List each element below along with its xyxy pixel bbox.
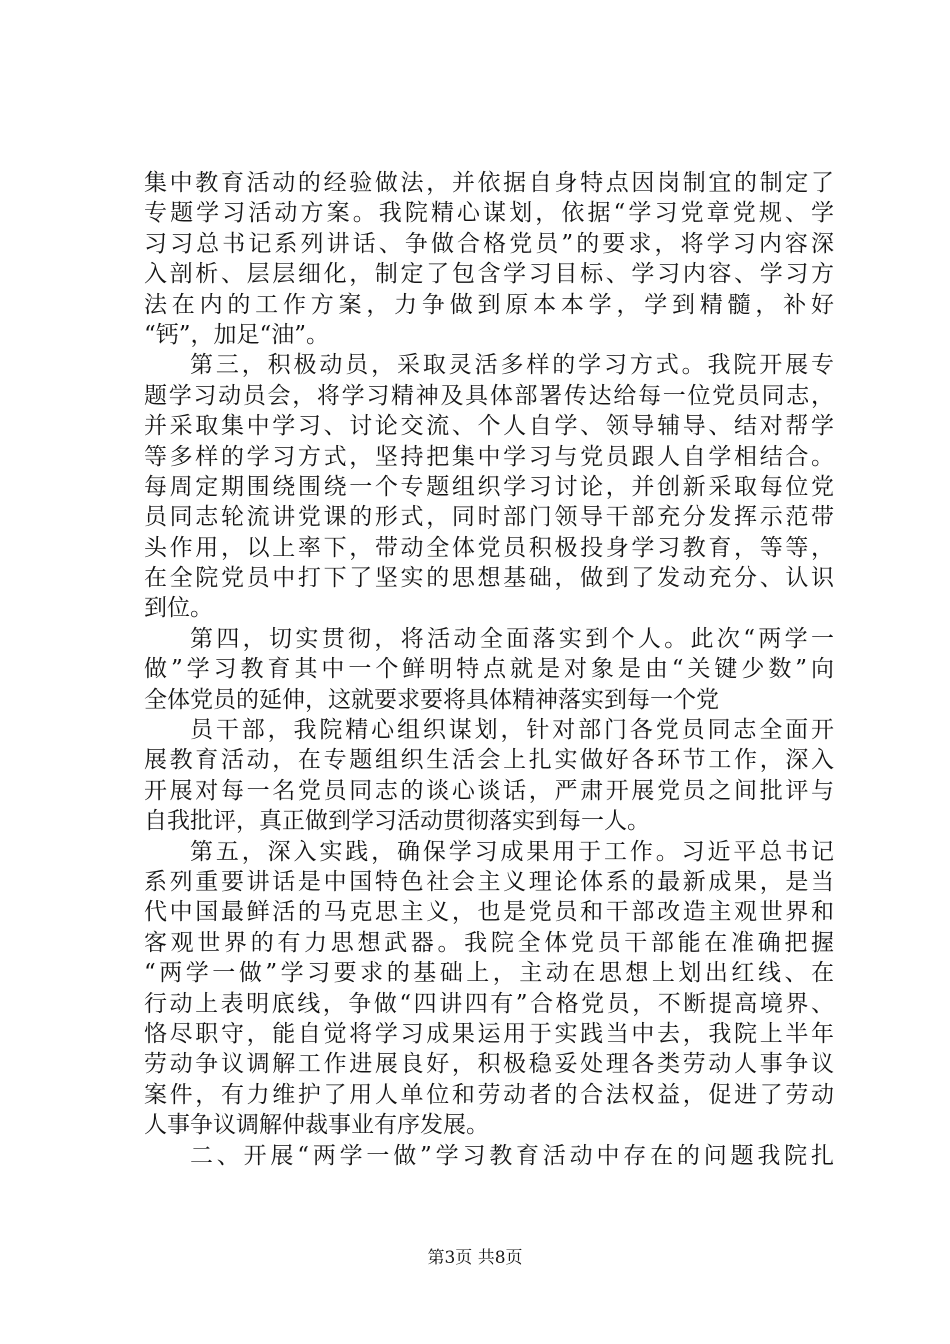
- text-line-18: 全体党员的延伸，这就要求要将具体精神落实到每一个党: [144, 686, 719, 713]
- text-line-29: 恪尽职守，能自觉将学习成果运用于实践当中去，我院上半年: [144, 1020, 834, 1047]
- text-line-13: 头作用，以上率下，带动全体党员积极投身学习教育，等等，: [144, 534, 834, 561]
- text-line-21: 开展对每一名党员同志的谈心谈话，严肃开展党员之间批评与: [144, 777, 834, 804]
- text-line-24: 系列重要讲话是中国特色社会主义理论体系的最新成果，是当: [144, 868, 834, 895]
- text-line-22: 自我批评，真正做到学习活动贯彻落实到每一人。: [144, 808, 650, 835]
- text-line-5: 法在内的工作方案，力争做到原本本学，学到精髓，补好: [144, 291, 834, 318]
- text-line-3: 习习总书记系列讲话、争做合格党员”的要求，将学习内容深: [144, 230, 834, 257]
- text-line-16: 第四，切实贯彻，将活动全面落实到个人。此次“两学一: [190, 625, 834, 652]
- text-line-33: 二、开展“两学一做”学习教育活动中存在的问题我院扎: [190, 1142, 834, 1169]
- text-line-12: 员同志轮流讲党课的形式，同时部门领导干部充分发挥示范带: [144, 504, 834, 531]
- page-number-footer: 第3页 共8页: [427, 1248, 523, 1268]
- text-line-32: 人事争议调解仲裁事业有序发展。: [144, 1112, 489, 1139]
- text-line-28: 行动上表明底线，争做“四讲四有”合格党员，不断提高境界、: [144, 990, 834, 1017]
- text-line-9: 并采取集中学习、讨论交流、个人自学、领导辅导、结对帮学: [144, 413, 834, 440]
- text-line-20: 展教育活动，在专题组织生活会上扎实做好各环节工作，深入: [144, 747, 834, 774]
- text-line-26: 客观世界的有力思想武器。我院全体党员干部能在准确把握: [144, 929, 834, 956]
- text-line-2: 专题学习活动方案。我院精心谋划，依据“学习党章党规、学: [144, 200, 834, 227]
- text-line-10: 等多样的学习方式，坚持把集中学习与党员跟人自学相结合。: [144, 443, 834, 470]
- text-line-4: 入剖析、层层细化，制定了包含学习目标、学习内容、学习方: [144, 261, 834, 288]
- text-line-7: 第三，积极动员，采取灵活多样的学习方式。我院开展专: [190, 352, 834, 379]
- text-line-17: 做”学习教育其中一个鲜明特点就是对象是由“关键少数”向: [144, 656, 834, 683]
- text-line-23: 第五，深入实践，确保学习成果用于工作。习近平总书记: [190, 838, 834, 865]
- document-body: [144, 168, 834, 1171]
- text-line-19: 员干部，我院精心组织谋划，针对部门各党员同志全面开: [190, 717, 834, 744]
- text-line-1: 集中教育活动的经验做法，并依据自身特点因岗制宜的制定了: [144, 170, 834, 196]
- text-line-6: “钙”，加足“油”。: [144, 321, 330, 348]
- text-line-15: 到位。: [144, 595, 213, 622]
- text-line-30: 劳动争议调解工作进展良好，积极稳妥处理各类劳动人事争议: [144, 1051, 834, 1078]
- text-line-8: 题学习动员会，将学习精神及具体部署传达给每一位党员同志，: [144, 382, 834, 409]
- text-line-25: 代中国最鲜活的马克思主义，也是党员和干部改造主观世界和: [144, 899, 834, 926]
- text-line-27: “两学一做”学习要求的基础上，主动在思想上划出红线、在: [144, 960, 834, 987]
- text-line-11: 每周定期围绕围绕一个专题组织学习讨论，并创新采取每位党: [144, 473, 834, 500]
- text-line-31: 案件，有力维护了用人单位和劳动者的合法权益，促进了劳动: [144, 1081, 834, 1108]
- text-line-14: 在全院党员中打下了坚实的思想基础，做到了发动充分、认识: [144, 565, 834, 592]
